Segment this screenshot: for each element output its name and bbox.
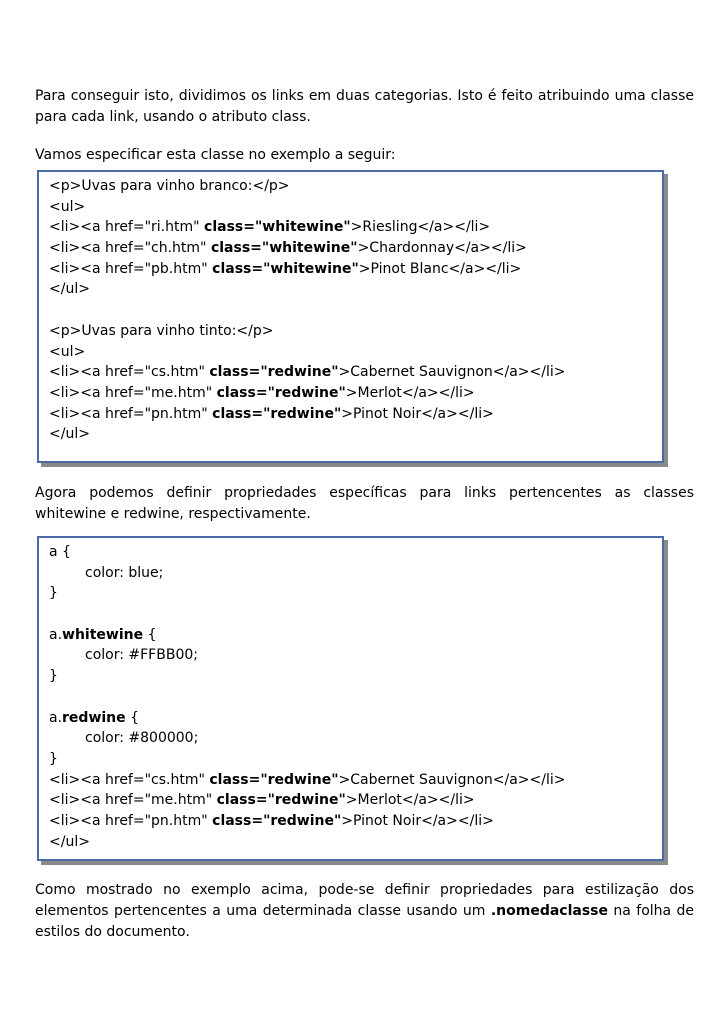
- code-line: </ul>: [49, 281, 90, 298]
- conclusion-paragraph: Como mostrado no exemplo acima, pode-se definir propriedades para estilização dos elementos pertencentes a uma determinada classe usando um .nomedaclasse na folha de estilos do documento.: [35, 882, 695, 940]
- code-line: <p>Uvas para vinho branco:</p>: [49, 178, 290, 194]
- code-line: }: [49, 750, 58, 767]
- code-line: <ul>: [49, 198, 86, 215]
- code-line: }: [49, 668, 58, 685]
- code-line: <li><a href="ch.htm" class="whitewine">Chardonnay</a></li>: [49, 240, 527, 257]
- code-line: <li><a href="pn.htm" class="redwine">Pinot Noir</a></li>: [49, 405, 494, 422]
- code-line: <li><a href="pn.htm" class="redwine">Pinot Noir</a></li>: [49, 812, 494, 829]
- code-line: a.redwine {: [49, 709, 140, 726]
- code-line: <p>Uvas para vinho tinto:</p>: [49, 322, 274, 339]
- html-code-box: [37, 170, 664, 463]
- code-line: color: blue;: [85, 564, 164, 581]
- css-code-box: [37, 536, 664, 861]
- code-line: color: #FFBB00;: [85, 647, 198, 664]
- code-line: <li><a href="cs.htm" class="redwine">Cabernet Sauvignon</a></li>: [49, 364, 566, 381]
- code-line: <li><a href="me.htm" class="redwine">Merlot</a></li>: [49, 384, 475, 401]
- code-line: }: [49, 585, 58, 602]
- code-line: </ul>: [49, 833, 90, 850]
- code-line: <li><a href="pb.htm" class="whitewine">Pinot Blanc</a></li>: [49, 260, 522, 277]
- code-line: color: #800000;: [85, 730, 199, 747]
- example-intro-paragraph: Vamos especificar esta classe no exemplo a seguir:: [35, 147, 396, 163]
- classname-emphasis: .nomedaclasse: [490, 903, 608, 919]
- code-line: <li><a href="cs.htm" class="redwine">Cabernet Sauvignon</a></li>: [49, 771, 566, 788]
- code-line: </ul>: [49, 426, 90, 443]
- classes-paragraph: Agora podemos definir propriedades específicas para links pertencentes as classes whitewine e redwine, respectivamente.: [35, 485, 694, 522]
- code-line: a.whitewine {: [49, 626, 157, 643]
- intro-paragraph: Para conseguir isto, dividimos os links em duas categorias. Isto é feito atribuindo uma classe para cada link, usando o atributo class.: [35, 88, 694, 125]
- code-line: <li><a href="ri.htm" class="whitewine">Riesling</a></li>: [49, 219, 491, 236]
- code-line: a {: [49, 544, 71, 560]
- code-line: <li><a href="me.htm" class="redwine">Merlot</a></li>: [49, 792, 475, 809]
- code-line: <ul>: [49, 343, 86, 360]
